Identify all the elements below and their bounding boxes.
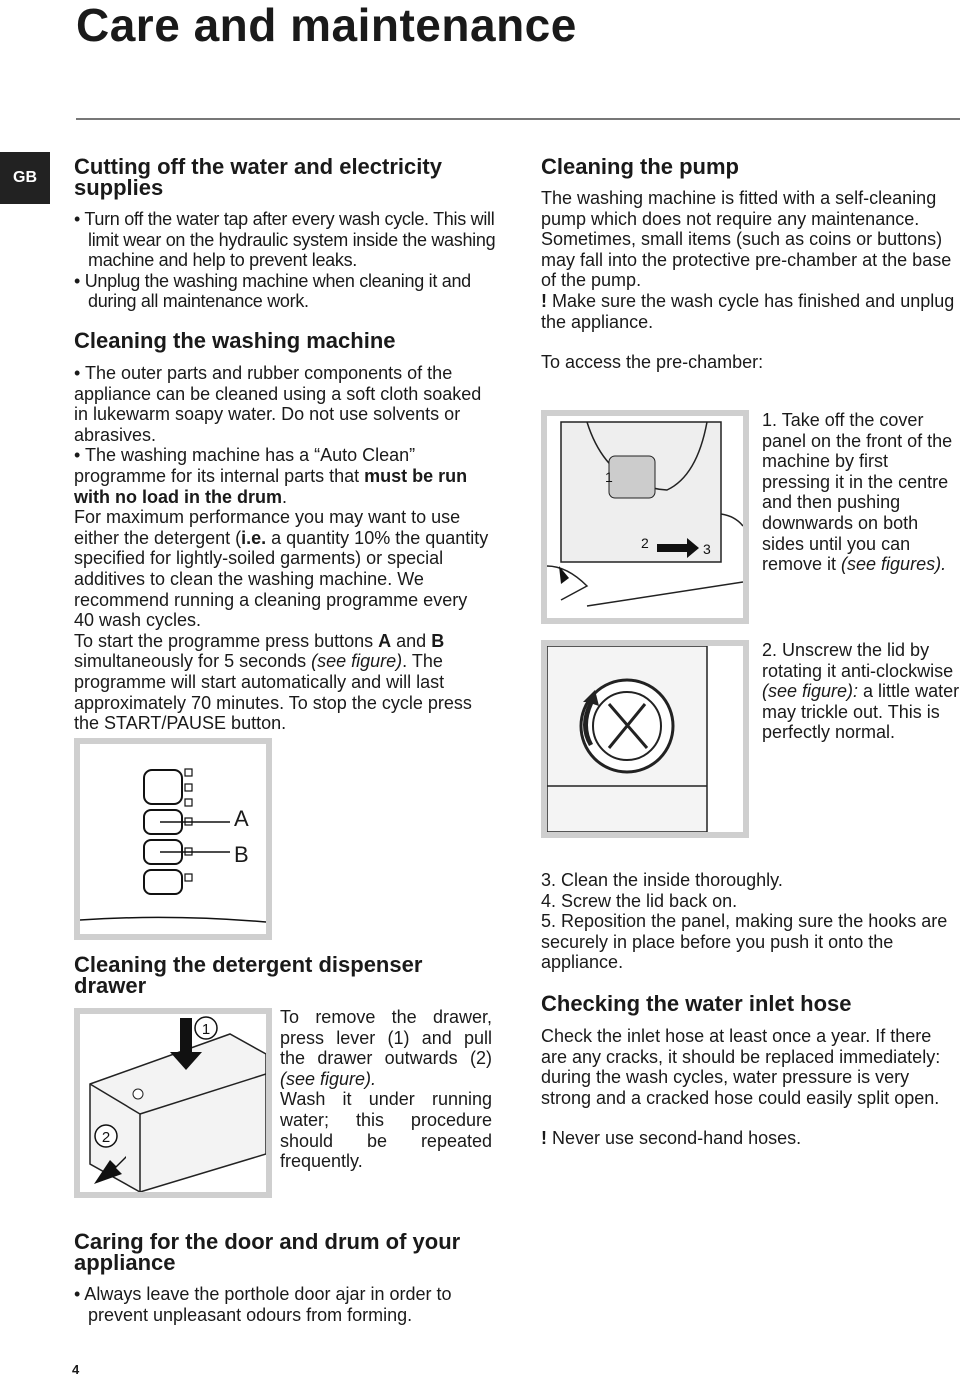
supplies-bullet-2: • Unplug the washing machine when cleaning it and during all maintenance work. [74,270,471,312]
pump-fig-num-1: 1 [605,469,613,485]
supplies-heading: Cutting off the water and electricity supplies [74,154,442,200]
pump-heading: Cleaning the pump [541,154,739,179]
control-panel-drawing [80,744,266,934]
pump-steps-rest [541,870,960,973]
supplies-bullet-1: • Turn off the water tap after every wash cycle. This will limit wear on the hydraulic system inside the washing machine and help to prevent leaks. [74,209,496,271]
drawer-fig-num-1: 1 [201,1021,211,1038]
washing-bullet-2: • The washing machine has a “Auto Clean” programme for its internal parts that must be run with no load in the drum. [74,445,468,507]
pump-lid-drawing [547,646,743,832]
washing-para-4: To start the programme press buttons A and B simultaneously for 5 seconds (see figure). The programme will start automatically and will last approximately 70 minutes. To stop the cycle press the START/PAUSE button. [74,630,472,734]
washing-heading: Cleaning the washing machine [74,328,396,353]
pump-step-2: 2. Unscrew the lid by rotating it anti-clockwise (see figure): a little water may trickle out. This is perfectly normal. [762,640,960,743]
pump-step-4: 4. Screw the lid back on. [541,890,738,911]
drawer-text: To remove the drawer, press lever (1) and pull the drawer outwards (2) (see figure). Wash it under running water; this procedure should be repeated frequently. [280,1007,492,1172]
button-a-label: A [234,806,249,831]
section-supplies [74,156,502,312]
drawer-heading: Cleaning the detergent dispenser drawer [74,952,423,998]
door-heading: Caring for the door and drum of your appliance [74,1229,461,1275]
cover-panel-figure [541,410,749,624]
pump-fig-num-3: 3 [703,541,711,557]
hose-para-1: Check the inlet hose at least once a year. If there are any cracks, it should be replaced immediately: during the wash cycles, water pressure is very strong and a cracked hose could easily split open. [541,1026,941,1108]
drawer-drawing [80,1014,266,1192]
pump-para-1: The washing machine is fitted with a self-cleaning pump which does not require any maintenance. Sometimes, small items (such as coins or buttons) may fall into the protective pre-chamber at the base of the pump. [541,188,952,291]
hose-heading: Checking the water inlet hose [541,991,852,1016]
drawer-heading-block [74,954,492,996]
pump-para-2: ! Make sure the wash cycle has finished and unplug the appliance. [541,290,955,332]
section-hose [541,993,960,1149]
section-door [74,1231,502,1325]
washing-para-3: For maximum performance you may want to use either the detergent (i.e. a quantity 10% the quantity specified for lightly-soiled garments) or special additives to clean the washing machine. We recommend running a cleaning programme every 40 wash cycles. [74,507,489,631]
pump-step-1: 1. Take off the cover panel on the front of the machine by first pressing it in the centre and then pushing downwards on both sides until you can remove it (see figures). [762,410,953,575]
button-b-label: B [234,842,249,867]
cover-panel-drawing [547,416,743,618]
page-title: Care and maintenance [76,0,577,51]
door-bullet-1: • Always leave the porthole door ajar in order to prevent unpleasant odours from forming. [74,1284,452,1325]
language-tab: GB [0,152,50,204]
drawer-figure [74,1008,272,1198]
pump-para-3: To access the pre-chamber: [541,352,764,373]
pump-fig-num-2: 2 [641,535,649,551]
washing-bullet-1: • The outer parts and rubber components of the appliance can be cleaned using a soft cloth soaked in lukewarm soapy water. Do not use solvents or abrasives. [74,363,482,445]
page-number: 4 [72,1362,80,1377]
pump-lid-figure [541,640,749,838]
hose-para-2: ! Never use second-hand hoses. [541,1128,802,1149]
section-washing [74,330,492,734]
pump-step-5: 5. Reposition the panel, making sure the hooks are securely in place before you push it onto the appliance. [541,911,948,973]
pump-step-3: 3. Clean the inside thoroughly. [541,870,783,890]
drawer-fig-num-2: 2 [101,1129,111,1146]
section-pump [541,156,960,373]
control-panel-figure [74,738,272,940]
title-rule [76,118,960,120]
